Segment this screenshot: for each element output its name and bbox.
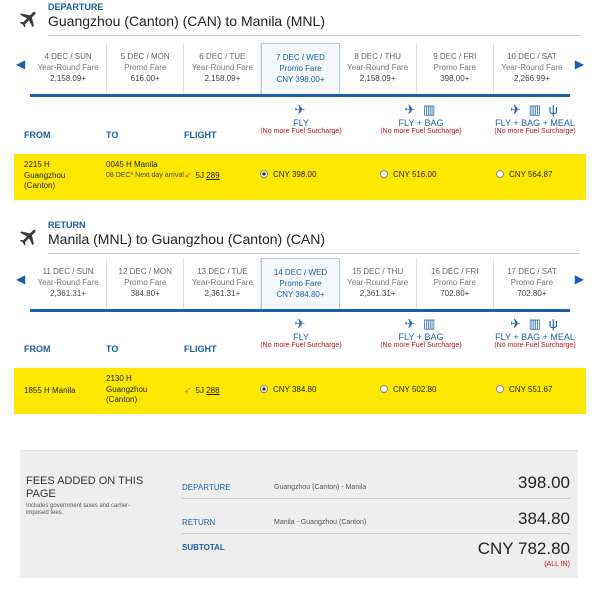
- departure-flight-row: [14, 154, 586, 200]
- airplane-icon: [18, 226, 40, 248]
- carrier-code: 5J: [195, 171, 204, 180]
- arrival-time: 0045 H Manila: [106, 160, 158, 169]
- date-fare: Promo Fare: [279, 279, 322, 288]
- airplane-icon: [18, 8, 40, 30]
- date-tab-dec13[interactable]: [184, 258, 261, 312]
- fare-option-fly-bag[interactable]: [380, 385, 436, 395]
- option-note: (No more Fuel Surcharge): [380, 342, 462, 349]
- divider: [182, 533, 570, 534]
- fees-summary: [20, 450, 578, 578]
- date-price: 2,361.31+: [50, 289, 86, 298]
- date-fare: Year-Round Fare: [347, 63, 409, 72]
- fare-option-fly-bag-meal[interactable]: [496, 170, 552, 180]
- date-price: 2,361.31+: [204, 289, 241, 298]
- fare-option-fly-bag-meal[interactable]: [496, 385, 552, 395]
- option-fly-bag-meal: [480, 102, 590, 136]
- fees-departure-amount: 398.00: [518, 473, 570, 492]
- fees-return-amount: 384.80: [518, 509, 570, 528]
- all-in-note: (ALL IN): [544, 561, 570, 568]
- return-flight-row: [14, 368, 586, 414]
- date-tab-dec6[interactable]: [184, 43, 261, 97]
- baggage-icon: ▥: [528, 102, 543, 117]
- option-note: (No more Fuel Surcharge): [494, 128, 576, 135]
- departure-header: [0, 0, 600, 36]
- airplane-icon: ✈: [510, 316, 524, 331]
- date-fare: Promo Fare: [124, 63, 167, 72]
- fare-price: CNY 551.67: [509, 385, 553, 394]
- date-price: 398.00+: [440, 74, 470, 83]
- option-fly: [246, 316, 356, 350]
- option-fly-bag: [366, 316, 476, 350]
- date-day: 9 DEC / FRI: [433, 52, 477, 61]
- date-price: 702.80+: [440, 289, 470, 298]
- departure-city: Guangzhou (Canton): [24, 171, 66, 190]
- date-price: CNY 398.00+: [276, 75, 325, 84]
- radio[interactable]: [496, 385, 504, 393]
- departure-column-headers: [14, 102, 586, 154]
- return-column-headers: [14, 316, 586, 368]
- date-fare: Year-Round Fare: [501, 63, 563, 72]
- date-strip: [30, 258, 570, 312]
- date-tab-dec15[interactable]: [340, 258, 417, 312]
- date-strip-underline: [30, 94, 570, 97]
- date-day: 6 DEC / TUE: [199, 52, 246, 61]
- option-name: FLY: [293, 332, 309, 342]
- date-price: 2,158.09+: [359, 74, 396, 83]
- departure-label: DEPARTURE: [48, 2, 104, 12]
- date-day: 4 DEC / SUN: [44, 52, 92, 61]
- flight-number-link[interactable]: 288: [206, 386, 220, 395]
- triangle-right-icon[interactable]: ▶: [574, 57, 584, 71]
- radio[interactable]: [380, 170, 388, 178]
- option-note: (No more Fuel Surcharge): [494, 342, 576, 349]
- fare-option-fly-bag[interactable]: [380, 170, 436, 180]
- date-fare: Promo Fare: [510, 278, 554, 287]
- airline-logo-icon: ➶: [184, 170, 192, 180]
- date-day: 10 DEC / SAT: [507, 52, 557, 61]
- date-fare: Year-Round Fare: [37, 278, 99, 287]
- baggage-icon: ▥: [528, 316, 543, 331]
- arrival-time: 2130 H: [106, 374, 132, 383]
- col-from: FROM: [24, 344, 51, 354]
- date-tab-dec10[interactable]: [494, 43, 570, 97]
- col-from: FROM: [24, 130, 51, 140]
- triangle-left-icon[interactable]: ◀: [16, 57, 26, 71]
- airplane-icon: ✈: [294, 102, 308, 117]
- date-day: 5 DEC / MON: [120, 52, 170, 61]
- departure-time: 2215 H: [24, 160, 50, 169]
- carrier-code: 5J: [195, 386, 204, 395]
- date-price: 702.80+: [517, 289, 547, 298]
- date-fare: Promo Fare: [279, 64, 322, 73]
- date-fare: Year-Round Fare: [347, 278, 409, 287]
- date-fare: Promo Fare: [433, 63, 476, 72]
- col-to: TO: [106, 130, 119, 140]
- date-fare: Promo Fare: [124, 278, 167, 287]
- arrival-city: Guangzhou (Canton): [106, 385, 148, 404]
- option-name: FLY: [293, 118, 309, 128]
- radio-selected[interactable]: [260, 170, 268, 178]
- date-tab-dec12[interactable]: [107, 258, 184, 312]
- date-tab-dec7[interactable]: [261, 43, 339, 97]
- fees-return-label: RETURN: [182, 518, 216, 527]
- date-day: 8 DEC / THU: [354, 52, 401, 61]
- radio[interactable]: [380, 385, 388, 393]
- date-tab-dec4[interactable]: [30, 43, 107, 97]
- meal-icon: ψ: [548, 102, 560, 117]
- date-price: 2,158.09+: [50, 74, 86, 83]
- airline-logo-icon: ➶: [184, 385, 192, 395]
- arrival-note: 08 DEC* Next day arrival: [106, 172, 184, 179]
- departure-time: 1855 H Manila: [24, 386, 76, 395]
- fare-price: CNY 384.80: [273, 385, 317, 394]
- meal-icon: ψ: [548, 316, 560, 331]
- date-fare: Year-Round Fare: [191, 63, 253, 72]
- date-fare: Year-Round Fare: [191, 278, 253, 287]
- return-route: Manila (MNL) to Guangzhou (Canton) (CAN): [48, 231, 325, 247]
- date-price: 2,361.31+: [359, 289, 396, 298]
- option-name: FLY + BAG + MEAL: [495, 118, 575, 128]
- date-day: 15 DEC / THU: [352, 267, 404, 276]
- option-note: (No more Fuel Surcharge): [260, 342, 342, 349]
- option-note: (No more Fuel Surcharge): [380, 128, 462, 135]
- option-note: (No more Fuel Surcharge): [260, 128, 342, 135]
- fare-price: CNY 502.80: [393, 385, 437, 394]
- radio[interactable]: [496, 170, 504, 178]
- option-fly-bag: [366, 102, 476, 136]
- return-label: RETURN: [48, 220, 86, 230]
- fees-title: FEES ADDED ON THIS PAGE: [26, 475, 144, 500]
- return-section: [0, 218, 600, 254]
- col-flight: FLIGHT: [184, 130, 217, 140]
- fees-return-route: Manila - Guangzhou (Canton): [274, 519, 367, 526]
- date-fare: Promo Fare: [433, 278, 476, 287]
- divider: [48, 253, 580, 254]
- fare-price: CNY 516.00: [393, 170, 437, 179]
- date-tab-dec11[interactable]: [30, 258, 107, 312]
- divider: [182, 498, 570, 499]
- date-price: 2,266.99+: [514, 74, 550, 83]
- fees-departure-route: Guangzhou (Canton) - Manila: [274, 484, 367, 491]
- flight-number[interactable]: [184, 170, 220, 181]
- fare-option-fly[interactable]: [260, 385, 316, 395]
- date-day: 12 DEC / MON: [118, 267, 172, 276]
- date-strip: [30, 43, 570, 97]
- date-price: 616.00+: [130, 74, 160, 83]
- departure-date-selector: [14, 43, 586, 97]
- option-name: FLY + BAG: [398, 332, 444, 342]
- fees-subtotal-amount: CNY 782.80: [477, 539, 570, 558]
- date-tab-dec14[interactable]: [261, 258, 339, 312]
- col-flight: FLIGHT: [184, 344, 217, 354]
- col-to: TO: [106, 344, 119, 354]
- flight-number[interactable]: [184, 385, 220, 396]
- departure-section: [0, 0, 600, 36]
- date-tab-dec9[interactable]: [417, 43, 494, 97]
- date-tab-dec16[interactable]: [417, 258, 494, 312]
- return-date-selector: [14, 258, 586, 312]
- date-day: 7 DEC / WED: [276, 53, 325, 62]
- date-day: 17 DEC / SAT: [507, 267, 557, 276]
- date-tab-dec5[interactable]: [107, 43, 184, 97]
- departure-route: Guangzhou (Canton) (CAN) to Manila (MNL): [48, 13, 325, 29]
- return-header: [0, 218, 600, 254]
- fare-price: CNY 398.00: [273, 170, 317, 179]
- fare-price: CNY 564.87: [509, 170, 553, 179]
- triangle-right-icon[interactable]: ▶: [574, 272, 584, 286]
- option-fly-bag-meal: [480, 316, 590, 350]
- date-day: 16 DEC / FRI: [430, 267, 479, 276]
- airplane-icon: ✈: [294, 316, 308, 331]
- date-day: 14 DEC / WED: [273, 268, 328, 277]
- airplane-icon: ✈: [404, 102, 418, 117]
- date-day: 13 DEC / TUE: [197, 267, 248, 276]
- date-price: 2,158.09+: [204, 74, 241, 83]
- option-name: FLY + BAG + MEAL: [495, 332, 575, 342]
- option-fly: [246, 102, 356, 136]
- date-tab-dec17[interactable]: [494, 258, 570, 312]
- fees-departure-label: DEPARTURE: [182, 483, 231, 492]
- airplane-icon: ✈: [510, 102, 524, 117]
- date-day: 11 DEC / SUN: [42, 267, 94, 276]
- date-tab-dec8[interactable]: [340, 43, 417, 97]
- option-name: FLY + BAG: [398, 118, 444, 128]
- date-price: CNY 384.80+: [276, 290, 325, 299]
- airplane-icon: ✈: [404, 316, 418, 331]
- date-strip-underline: [30, 309, 570, 312]
- flight-number-link[interactable]: 289: [206, 171, 220, 180]
- divider: [48, 35, 580, 36]
- date-fare: Year-Round Fare: [37, 63, 99, 72]
- radio-selected[interactable]: [260, 385, 268, 393]
- baggage-icon: ▥: [423, 316, 438, 331]
- date-price: 384.80+: [130, 289, 160, 298]
- baggage-icon: ▥: [423, 102, 438, 117]
- triangle-left-icon[interactable]: ◀: [16, 272, 26, 286]
- fare-option-fly[interactable]: [260, 170, 316, 180]
- fees-subtitle: Includes government taxes and carrier-imposed fees.: [26, 503, 131, 516]
- fees-subtotal-label: SUBTOTAL: [182, 543, 225, 552]
